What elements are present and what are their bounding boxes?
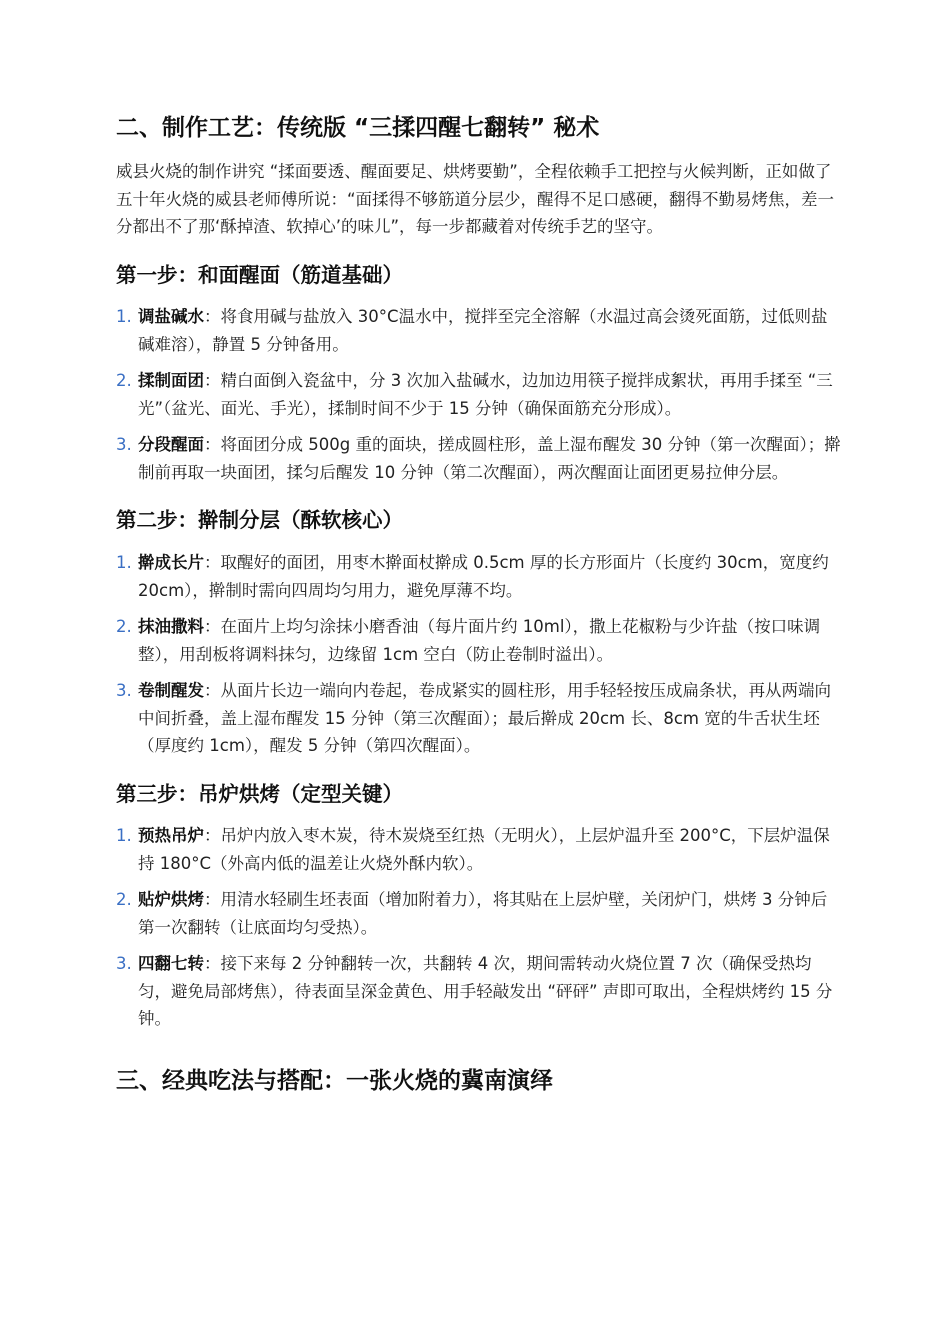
list-number: 3. <box>116 681 132 701</box>
list-term: 擀成长片 <box>138 553 204 573</box>
list-term: 揉制面团 <box>138 371 204 391</box>
list-term: 调盐碱水 <box>138 307 204 327</box>
list-text: ：精白面倒入瓷盆中，分 3 次加入盐碱水，边加边用筷子搅拌成絮状，再用手揉至 “三光”（盆光、面光、手光），揉制时间不少于 15 分钟（确保面筋充分形成）。 <box>138 371 833 418</box>
document-page <box>116 112 841 1097</box>
list-item <box>116 677 841 760</box>
list-item <box>116 367 841 422</box>
list-item <box>116 303 841 358</box>
list-item <box>116 549 841 604</box>
list-item <box>116 886 841 941</box>
list-text: ：用清水轻刷生坯表面（增加附着力），将其贴在上层炉壁，关闭炉门，烘烤 3 分钟后第一次翻转（让底面均匀受热）。 <box>138 890 828 937</box>
list-term: 卷制醒发 <box>138 681 204 701</box>
list-number: 2. <box>116 890 132 910</box>
list-text: ：在面片上均匀涂抹小磨香油（每片面片约 10ml），撒上花椒粉与少许盐（按口味调整），用刮板将调料抹匀，边缘留 1cm 空白（防止卷制时溢出）。 <box>138 617 821 664</box>
list-text: ：将食用碱与盐放入 30°C温水中，搅拌至完全溶解（水温过高会烫死面筋，过低则盐碱难溶），静置 5 分钟备用。 <box>138 307 828 354</box>
list-text: ：从面片长边一端向内卷起，卷成紧实的圆柱形，用手轻轻按压成扁条状，再从两端向中间折叠，盖上湿布醒发 15 分钟（第三次醒面）；最后擀成 20cm 长、8cm 宽的牛舌状生坯（厚度约 1cm），醒发 5 分钟（第四次醒面）。 <box>138 681 831 756</box>
list-item <box>116 950 841 1033</box>
list-text: ：取醒好的面团，用枣木擀面杖擀成 0.5cm 厚的长方形面片（长度约 30cm，宽度约 20cm），擀制时需向四周均匀用力，避免厚薄不均。 <box>138 553 829 600</box>
list-number: 2. <box>116 371 132 391</box>
list-text: ：吊炉内放入枣木炭，待木炭烧至红热（无明火），上层炉温升至 200°C，下层炉温保持 180°C（外高内低的温差让火烧外酥内软）。 <box>138 826 830 873</box>
list-term: 贴炉烘烤 <box>138 890 204 910</box>
step-3-list <box>116 822 841 1033</box>
section-2-intro: 威县火烧的制作讲究 “揉面要透、醒面要足、烘烤要勤”，全程依赖手工把控与火候判断，正如做了五十年火烧的威县老师傅所说：“面揉得不够筋道分层少，醒得不足口感硬，翻得不勤易烤焦，差一分都出不了那‘酥掉渣、软掉心’的味儿”，每一步都藏着对传统手艺的坚守。 <box>116 162 835 237</box>
list-item <box>116 431 841 486</box>
step-1-list <box>116 303 841 486</box>
step-2-list <box>116 549 841 760</box>
list-text: ：接下来每 2 分钟翻转一次，共翻转 4 次，期间需转动火烧位置 7 次（确保受热均匀，避免局部烤焦），待表面呈深金黄色、用手轻敲发出 “砰砰” 声即可取出，全程烘烤约 15 分钟。 <box>138 954 833 1029</box>
list-text: ：将面团分成 500g 重的面块，搓成圆柱形，盖上湿布醒发 30 分钟（第一次醒面）；擀制前再取一块面团，揉匀后醒发 10 分钟（第二次醒面），两次醒面让面团更易拉伸分层。 <box>138 435 841 482</box>
list-number: 3. <box>116 435 132 455</box>
list-item <box>116 822 841 877</box>
list-number: 2. <box>116 617 132 637</box>
section-3-heading: 三、经典吃法与搭配：一张火烧的冀南演绎 <box>116 1067 553 1094</box>
step-3-heading: 第三步：吊炉烘烤（定型关键） <box>116 781 403 806</box>
list-item <box>116 613 841 668</box>
list-term: 抹油撒料 <box>138 617 204 637</box>
section-2-heading: 二、制作工艺：传统版 “三揉四醒七翻转” 秘术 <box>116 115 600 141</box>
list-term: 分段醒面 <box>138 435 204 455</box>
list-number: 1. <box>116 553 132 573</box>
list-number: 3. <box>116 954 132 974</box>
list-number: 1. <box>116 307 132 327</box>
list-number: 1. <box>116 826 132 846</box>
step-1-heading: 第一步：和面醒面（筋道基础） <box>116 262 403 287</box>
list-term: 四翻七转 <box>138 954 204 974</box>
step-2-heading: 第二步：擀制分层（酥软核心） <box>116 508 403 533</box>
list-term: 预热吊炉 <box>138 826 204 846</box>
